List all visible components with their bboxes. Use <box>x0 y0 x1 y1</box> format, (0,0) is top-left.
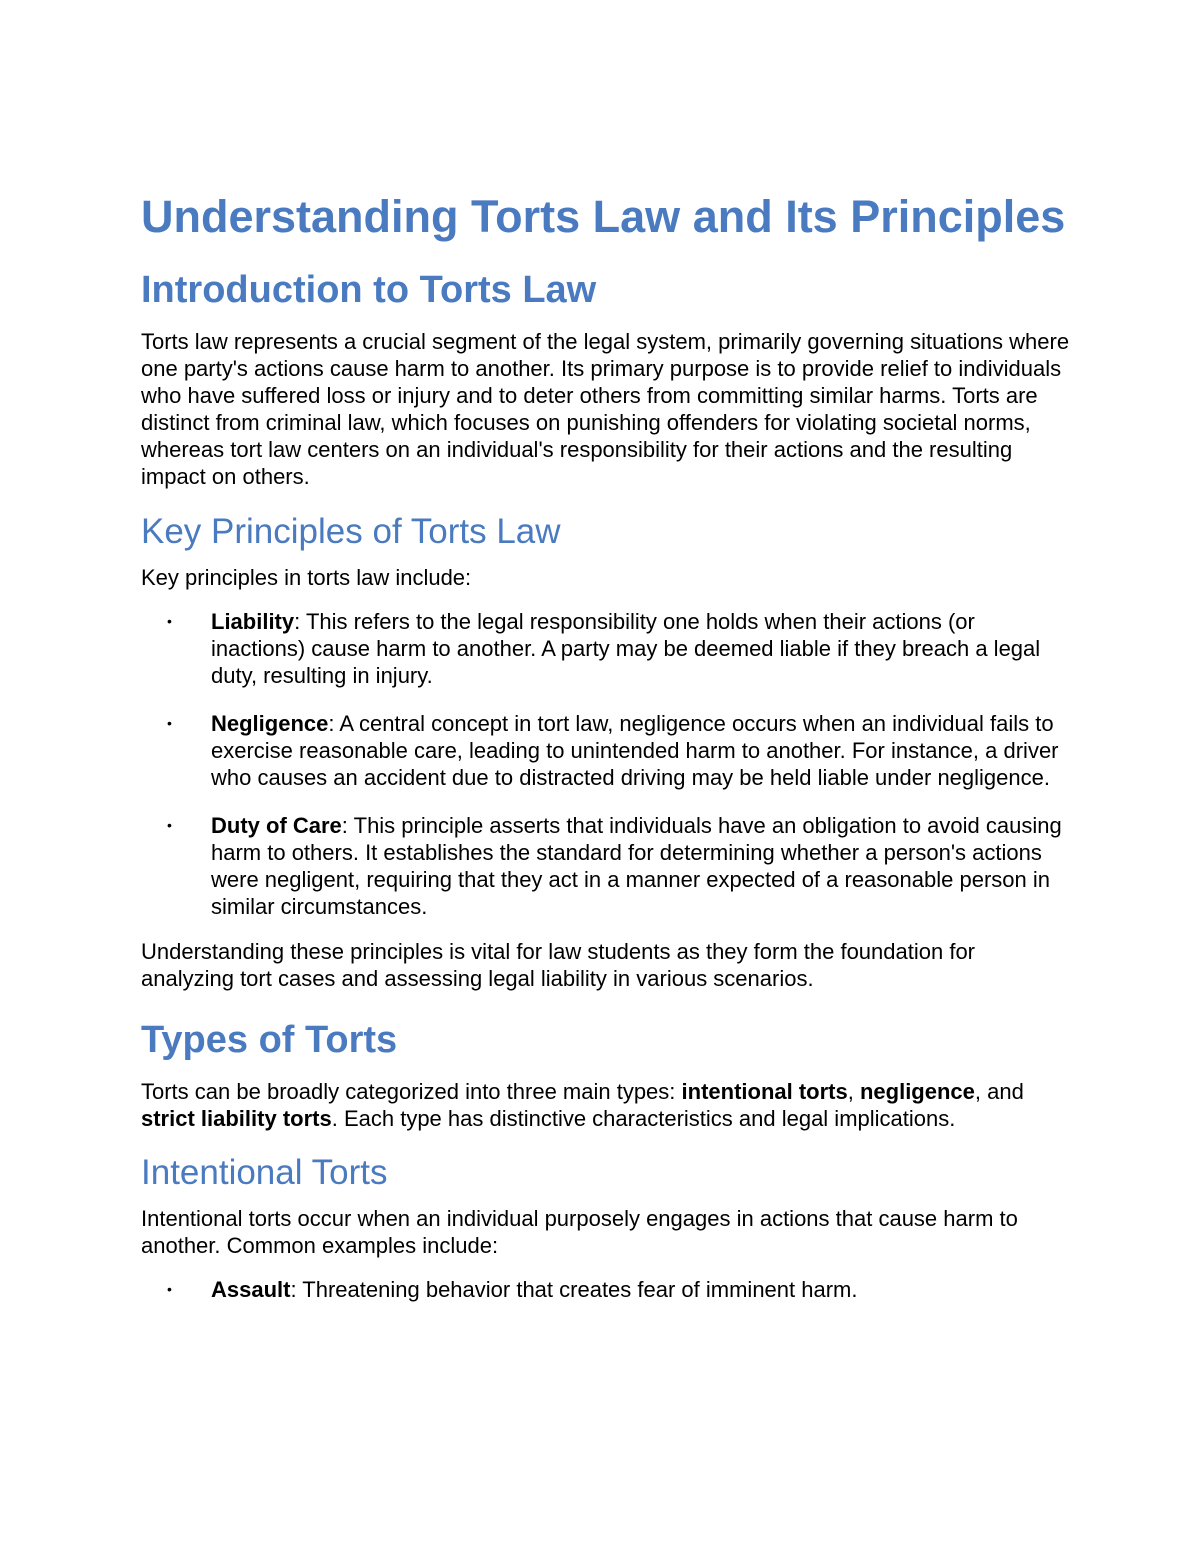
list-item-assault <box>141 1276 1071 1303</box>
heading-intentional-torts: Intentional Torts <box>141 1153 388 1192</box>
list-item-liability <box>141 608 1071 689</box>
types-paragraph <box>141 1078 1071 1132</box>
intentional-paragraph: Intentional torts occur when an individual purposely engages in actions that cause harm to another. Common examples include: <box>141 1206 1018 1258</box>
bullet-icon: • <box>167 613 172 629</box>
key-principles-list <box>141 608 1071 920</box>
desc-duty-of-care: : This principle asserts that individuals have an obligation to avoid causing harm to others. It establishes the standard for determining whether a person's actions were negligent, requiring that they act in a manner expected of a reasonable person in similar circumstances. <box>211 813 1062 919</box>
term-assault: Assault <box>211 1277 291 1302</box>
types-bold-intentional: intentional torts <box>681 1079 848 1104</box>
intentional-list <box>141 1276 1071 1303</box>
list-item-duty-of-care <box>141 812 1071 920</box>
bullet-icon: • <box>167 1281 172 1297</box>
term-duty-of-care: Duty of Care <box>211 813 342 838</box>
key-principles-lead: Key principles in torts law include: <box>141 565 472 590</box>
term-liability: Liability <box>211 609 295 634</box>
desc-liability: : This refers to the legal responsibility one holds when their actions (or inactions) cause harm to another. A party may be deemed liable if they breach a legal duty, resulting in injury. <box>211 609 1041 688</box>
types-bold-negligence: negligence <box>859 1079 975 1104</box>
list-item-negligence <box>141 710 1071 791</box>
document-title: Understanding Torts Law and Its Principles <box>141 191 1066 242</box>
heading-types-of-torts: Types of Torts <box>141 1019 398 1061</box>
heading-introduction: Introduction to Torts Law <box>141 269 597 311</box>
types-text-1: Torts can be broadly categorized into three main types: <box>141 1079 682 1104</box>
document-page <box>141 190 1071 1303</box>
bullet-icon: • <box>167 715 172 731</box>
types-bold-strict-liability: strict liability torts <box>141 1106 332 1131</box>
bullet-icon: • <box>167 817 172 833</box>
key-principles-closing: Understanding these principles is vital for law students as they form the foundation for analyzing tort cases and assessing legal liability in various scenarios. <box>141 939 976 991</box>
types-text-3: , and <box>974 1079 1024 1104</box>
desc-negligence: : A central concept in tort law, negligence occurs when an individual fails to exercise reasonable care, leading to unintended harm to another. For instance, a driver who causes an accident due to distracted driving may be held liable under negligence. <box>211 711 1059 790</box>
intro-paragraph: Torts law represents a crucial segment of the legal system, primarily governing situations where one party's actions cause harm to another. Its primary purpose is to provide relief to individuals who have suffered loss or injury and to deter others from committing similar harms. Torts are distinct from criminal law, which focuses on punishing offenders for violating societal norms, whereas tort law centers on an individual's responsibility for their actions and the resulting impact on others. <box>141 329 1070 489</box>
heading-key-principles: Key Principles of Torts Law <box>141 512 561 551</box>
term-negligence: Negligence <box>211 711 329 736</box>
desc-assault: : Threatening behavior that creates fear of imminent harm. <box>290 1277 858 1302</box>
types-text-4: . Each type has distinctive characteristics and legal implications. <box>331 1106 956 1131</box>
types-text-2: , <box>847 1079 860 1104</box>
